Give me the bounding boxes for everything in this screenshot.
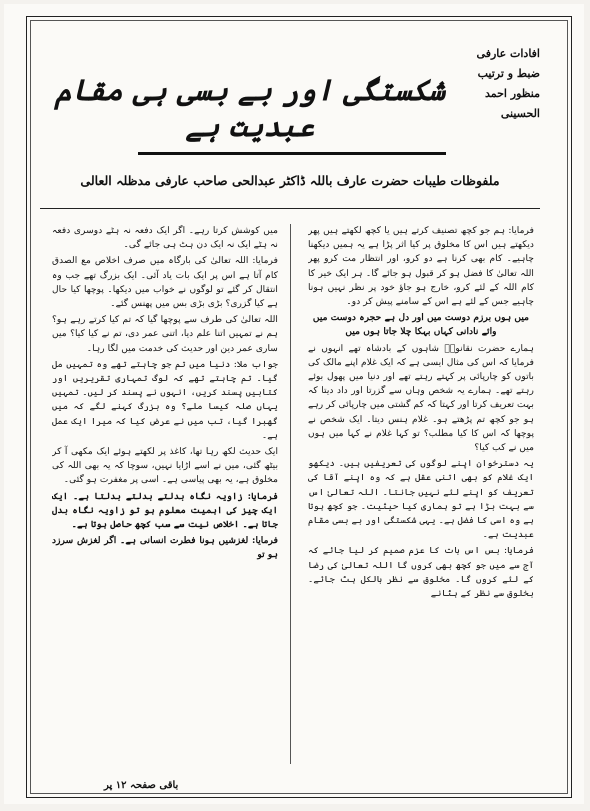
subtitle-divider xyxy=(40,208,540,209)
text-column-right xyxy=(308,224,534,764)
paragraph: فرمایا: لغزشیں ہونا فطرت انسانی ہے۔ اگر لغزش سرزد ہو تو xyxy=(52,535,278,561)
credit-line: افادات عارفی xyxy=(476,47,540,60)
article-header xyxy=(40,22,550,162)
credit-line: منظور احمد الحسینی xyxy=(484,87,540,120)
paragraph: فرمایا: زاویہ نگاہ بدلتے بدلتے بدلتا ہے۔ ایک ایک چیز کی اہمیت معلوم ہو تو زاویہ نگاہ بدل جاتا ہے۔ اخلاص نیت سے سب کچھ حاصل ہوتا ہے۔ xyxy=(52,490,278,531)
paragraph: جواب ملا: دنیا میں تم جو چاہتے تھے وہ تمہیں مل گیا۔ تم چاہتے تھے کہ لوگ تمہاری تقریریں اور کتابیں پسند کریں، انہوں نے پسند کر لیں۔ تمہیں یہاں صلہ کیسا ملے؟ وہ بزرگ کہنے لگے کہ میں گھبرا گیا، تب میں نے عرض کیا کہ میرا ایک عمل ہے۔ xyxy=(52,358,278,441)
paragraph: ایک حدیث لکھ رہا تھا، کاغذ پر لکھتے ہوئے ایک مکھی آ کر بیٹھ گئی، میں نے اسے اڑایا نہیں، سوچا کہ یہ بھی اللہ کی مخلوق ہے، یہ بھی پیاسی ہے۔ اسی پر مغفرت ہو گئی۔ xyxy=(52,446,278,486)
credit-line: ضبط و ترتیب xyxy=(477,67,540,80)
title-underline xyxy=(138,152,446,155)
paragraph: میں کوشش کرتا رہے۔ اگر ایک دفعہ نہ ہٹے دوسری دفعہ نہ ہٹے ایک نہ ایک دن ہٹ ہی جائے گی۔ xyxy=(52,225,278,251)
paragraph: فرمایا: ہم جو کچھ تصنیف کرتے ہیں یا کچھ لکھتے ہیں پھر دیکھتے ہیں اس کا مخلوق پر کیا اثر پڑا ہے یہ ہمیں دیکھنا چاہیے۔ کام بھی کرنا ہے دو کرو، اور انتظار مت کرو پھر اللہ تعالیٰ کا فضل ہو کر قبول ہو جائے گا۔ ہر ایک خیر کا کام اللہ کے لئے کرو، خارج ہو جاؤ خود پر نظر نہیں ہونا چاہیے جس کے لئے ہے اس کے سامنے پیش کر دو۔ xyxy=(308,225,534,308)
paragraph: اللہ تعالیٰ کی طرف سے پوچھا گیا کہ تم کیا کرتے رہے ہو؟ ہم نے تمہیں اتنا علم دیا، اتنی عمر دی، تم نے کیا کیا؟ میں ساری عمر دین اور حدیث کی خدمت میں لگا رہا۔ xyxy=(52,314,278,354)
paragraph: فرمایا: بس اس بات کا عزم صمیم کر لیا جائے کہ آج سے میں جو کچھ بھی کروں گا اللہ تعالیٰ کی رضا کے لئے کروں گا۔ مخلوق سے نظر بالکل ہٹ جائے۔ بخلوق سے نظر کے ہٹانے xyxy=(308,545,534,600)
continued-note: باقی صفحہ ۱۲ پر xyxy=(104,780,179,791)
text-column-left xyxy=(52,224,278,764)
paragraph: فرمایا: اللہ تعالیٰ کی بارگاہ میں صرف اخلاص مع الصدق کام آتا ہے اس پر ایک بات یاد آئی۔ ایک بزرگ تھے جب وہ انتقال کر گئے تو لوگوں نے خواب میں دیکھا۔ پوچھا کیا حال ہے کیا گزری؟ بڑی بڑی بس میں پھنس گئے۔ xyxy=(52,255,278,310)
article-subtitle: ملفوظات طیبات حضرت عارف باللہ ڈاکٹر عبدالحی صاحب عارفی مدظلہ العالی xyxy=(80,173,500,188)
column-divider xyxy=(290,224,291,764)
credits-block xyxy=(450,44,540,124)
verse: میں ہوں برزم دوست میں اور دل ہے حجرہ دوست میں وائے نادانی کہاں بہکا چلا جاتا ہوں میں xyxy=(312,312,530,338)
paragraph: یہ دسترخوان اپنے لوگوں کی تعریفیں ہیں۔ دیکھو ایک غلام کو بھی اتنی عقل ہے کہ وہ اپنے آقا کی تعریف کو اپنے لئے نہیں جانتا۔ اللہ تعالیٰ اس سے بہت بڑا ہے تو ہماری کیا حیثیت۔ جو کچھ ہوتا ہے وہ اسی کا فضل ہے۔ یہی شکستگی اور بے بسی مقام عبدیت ہے۔ xyxy=(308,458,534,541)
paragraph: ہمارے حضرت نقانویؒ شاہوں کے بادشاہ تھے انہوں نے فرمایا کہ اس کی مثال ایسی ہے کہ ایک غلام اپنے مالک کی باتوں کو چارپائی پر کہتے رہتے تھے اور دنیا میں پھول بوئے رہتے تھے۔ ہمارے یہ شخص وہاں سے گزرتا اور داد دیتا کہ بہت تعریف کرتا اور کہتا کہ کم گشتی میں چارپائی کر رہے ہو جو کچھ تم پڑھتے ہو۔ غلام ہنس دیتا۔ ایک شخص نے پوچھا کہ اس کا کیا مطلب؟ تو کہا غلام نے کہا میں ہوں میں نے کب کیا؟ xyxy=(308,342,534,454)
article-title: شکستگی اور بے بسی ہی مقام عبدیت ہے xyxy=(54,73,446,143)
